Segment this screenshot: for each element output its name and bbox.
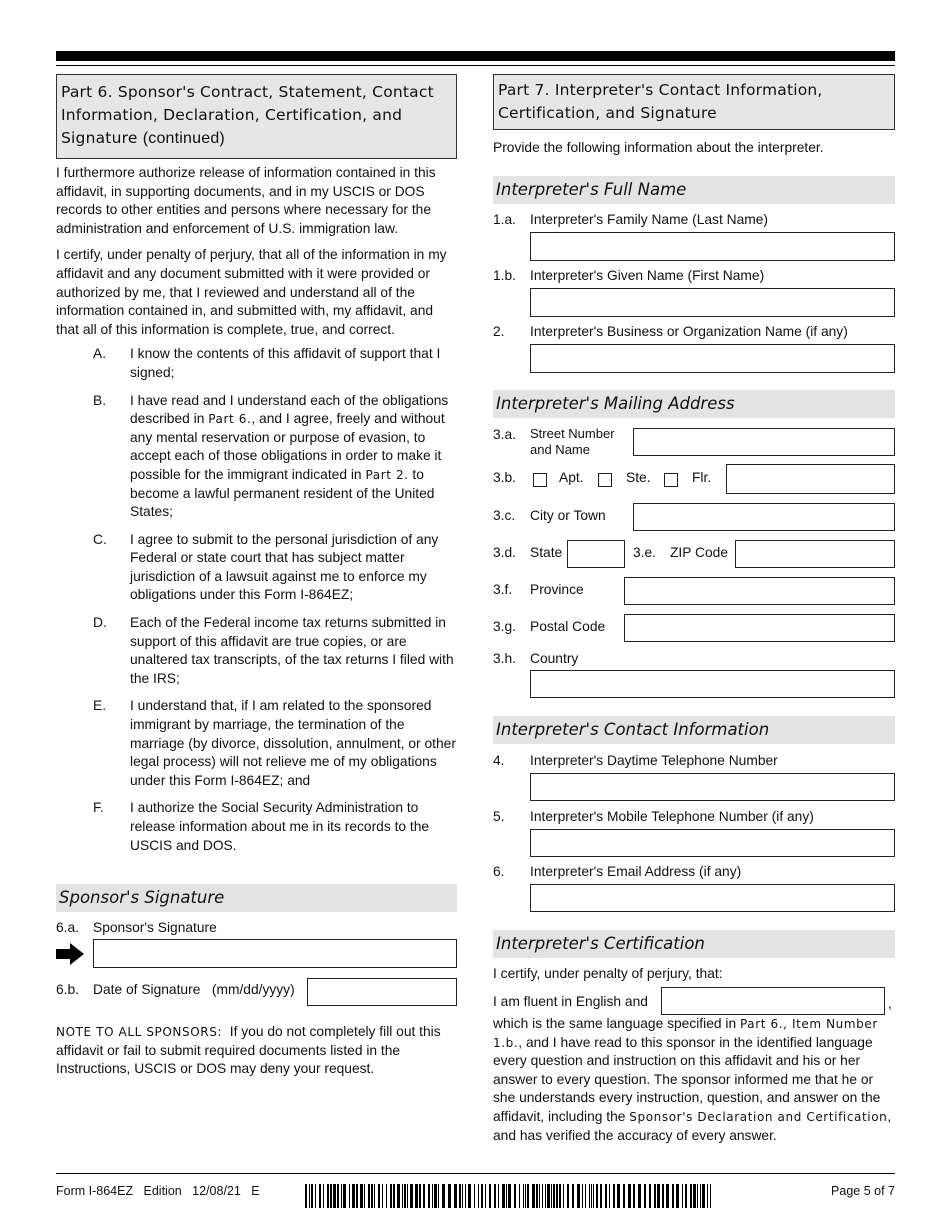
cert-comma: , [888,996,892,1011]
part6-title: Part 6. Sponsor's Contract, Statement, Contact Information, Declaration, Certification, and Signature [61,83,434,147]
interpreter-address-section: Interpreter's Mailing Address [493,390,895,418]
sponsor-signature-field[interactable] [93,939,457,968]
cert-line1: I certify, under penalty of perjury, that: [493,966,723,981]
list-item [56,345,457,382]
item-text: Each of the Federal income tax returns submitted in support of this affidavit are true copies, or are unaltered tax transcripts, of the tax returns I filed with the IRS; [130,615,454,686]
part7-intro: Provide the following information about the interpreter. [493,140,824,155]
cert-text-1: which is the same language specified in [493,1016,740,1031]
province-input[interactable] [624,577,895,605]
field-label: Interpreter's Family Name (Last Name) [530,212,769,227]
list-item [56,614,457,688]
part6-continued: (continued) [142,130,225,147]
field-number: 3.f. [493,582,513,597]
list-item [56,531,457,605]
field-label-line2: and Name [530,442,590,457]
field-3a [493,426,895,460]
field-6 [493,864,895,914]
item-text-pre: I have read and I understand each of the obligations described in [130,392,449,427]
apt-label: Apt. [559,470,584,485]
field-3f [493,576,895,606]
cert-fluent-label: I am fluent in English and [493,994,648,1009]
field-number: 2. [493,324,505,339]
interpreter-contact-section: Interpreter's Contact Information [493,716,895,744]
field-number: 3.c. [493,508,516,523]
top-rule-thin [56,65,895,66]
field-label-line1: Street Number [530,426,615,441]
field-label: Interpreter's Business or Organization Name (if any) [530,324,848,339]
note-text: If you do not completely fill out this affidavit or fail to submit required documents listed in the Instructions, USCIS or DOS may deny your request. [56,1024,445,1077]
field-number: 6. [493,864,505,879]
field-2 [493,324,895,374]
field-number: 1.b. [493,268,517,283]
arrow-right-icon [56,943,84,965]
interpreter-name-section: Interpreter's Full Name [493,176,895,204]
flr-label: Flr. [692,470,712,485]
field-number: 5. [493,809,505,824]
zip-code-input[interactable] [735,540,895,568]
field-number: 3.a. [493,427,517,442]
field-label: Interpreter's Daytime Telephone Number [530,753,778,768]
part7-header: Part 7. Interpreter's Contact Information, Certification, and Signature [493,74,895,130]
state-select[interactable] [567,540,625,568]
field-label: City or Town [530,508,606,523]
field-3g [493,613,895,643]
item-letter: F. [93,800,104,816]
mobile-phone-input[interactable] [530,829,895,857]
interpreter-family-name-input[interactable] [530,232,895,261]
language-input[interactable] [661,987,885,1015]
field-number: 3.d. [493,545,517,560]
flr-checkbox[interactable] [664,473,678,487]
form-edition: Form I-864EZ Edition 12/08/21 E [56,1184,260,1198]
item-text-post: to become a lawful permanent resident of the United States; [130,466,435,520]
item-ref-part2: Part 2. [365,467,409,482]
field-5 [493,809,895,859]
top-rule-thick [56,51,895,61]
item-letter: C. [93,531,107,547]
country-input[interactable] [530,670,895,698]
item-ref-part6: Part 6. [208,412,252,427]
field-label: Postal Code [530,619,606,634]
item-letter: E. [93,698,107,714]
sponsor-signature-section: Sponsor's Signature [56,884,457,912]
apt-checkbox[interactable] [533,473,547,487]
field-label: ZIP Code [670,545,729,560]
cert-fluent-row [493,987,895,1017]
cert-paragraph [493,1015,895,1145]
postal-code-input[interactable] [624,614,895,642]
item-letter: D. [93,615,107,631]
field-label: Interpreter's Mobile Telephone Number (if any) [530,809,814,824]
daytime-phone-input[interactable] [530,773,895,801]
field-3b [493,464,895,494]
part6-header [56,74,457,159]
list-item [56,799,457,855]
field-3d-3e [493,539,895,569]
street-input[interactable] [633,428,895,456]
note-heading: NOTE TO ALL SPONSORS: [56,1025,223,1039]
email-input[interactable] [530,884,895,912]
field-4 [493,753,895,803]
barcode-icon [305,1184,715,1208]
signature-date-field[interactable] [307,978,457,1006]
field-number: 6.a. [56,920,80,935]
field-label: Date of Signature (mm/dd/yyyy) [93,982,295,997]
field-label: Country [530,651,579,666]
item-text-mid: , and I agree, freely and without any mental reservation or purpose of evasion, to accept each of those obligations in order to make it possible for the immigrant indicated in [130,411,445,482]
cert-ref-declaration: Sponsor's Declaration and Certification [629,1109,888,1124]
field-3c [493,502,895,532]
item-text: I agree to submit to the personal jurisdiction of any Federal or state court that has subject matter jurisdiction of a lawsuit against me to enforce my obligations under this Form I-864EZ; [130,531,439,603]
ste-checkbox[interactable] [598,473,612,487]
field-number: 3.h. [493,651,517,666]
obligations-list [56,345,457,855]
note-to-sponsors [56,1023,457,1079]
sponsor-signature-row [56,920,457,972]
unit-number-input[interactable] [726,464,895,494]
field-number: 6.b. [56,982,80,997]
cert-text-2: , and I have read to this sponsor in the identified language every question and instruction on this affidavit and his or her answer to every question. The sponsor informed me that he or she understands every instruction, question, and answer on the affidavit, including the [493,1034,881,1124]
cert-text-3: , and has verified the accuracy of every answer. [493,1108,892,1143]
cert-ref-part6: Part 6., Item Number 1.b. [493,1017,878,1050]
item-letter: B. [93,392,107,408]
field-number: 3.e. [633,545,657,560]
field-label: Interpreter's Email Address (if any) [530,864,742,879]
page-number: Page 5 of 7 [831,1184,895,1198]
field-label: Interpreter's Given Name (First Name) [530,268,765,283]
item-text: I understand that, if I am related to the sponsored immigrant by marriage, the termination of the marriage (by divorce, dissolution, annulment, or other legal process) will not relieve me of my obligations under this Form I-864EZ; and [130,698,456,788]
field-number: 3.g. [493,619,517,634]
field-label: Sponsor's Signature [93,920,217,935]
item-text [130,393,448,520]
field-number: 3.b. [493,470,517,485]
item-letter: A. [93,346,107,362]
left-column [56,74,457,864]
field-number: 4. [493,753,505,768]
field-label: State [530,545,563,560]
list-item [56,392,457,522]
interpreter-certification-section: Interpreter's Certification [493,930,895,958]
field-1a [493,212,895,262]
field-3h [493,650,895,700]
interpreter-given-name-input[interactable] [530,288,895,317]
field-1b [493,268,895,318]
footer-rule [56,1173,895,1174]
signature-date-row [56,978,457,1008]
field-label: Province [530,582,584,597]
part6-para1: I furthermore authorize release of information contained in this affidavit, in supporting documents, and in my USCIS or DOS records to other entities and persons where necessary for the administration and enforcement of U.S. immigration law. [56,165,436,236]
list-item [56,697,457,790]
item-text: I authorize the Social Security Administration to release information about me in its records to the USCIS and DOS. [130,800,430,853]
ste-label: Ste. [626,470,651,485]
part6-para2: I certify, under penalty of perjury, that all of the information in my affidavit and any document submitted with it were provided or authorized by me, that I reviewed and understand all of the information contained in, and submitted with, my affidavit, and that all of this information is complete, true, and correct. [56,247,447,337]
interpreter-business-name-input[interactable] [530,344,895,373]
field-number: 1.a. [493,212,517,227]
city-input[interactable] [633,503,895,531]
item-text: I know the contents of this affidavit of support that I signed; [130,346,441,380]
